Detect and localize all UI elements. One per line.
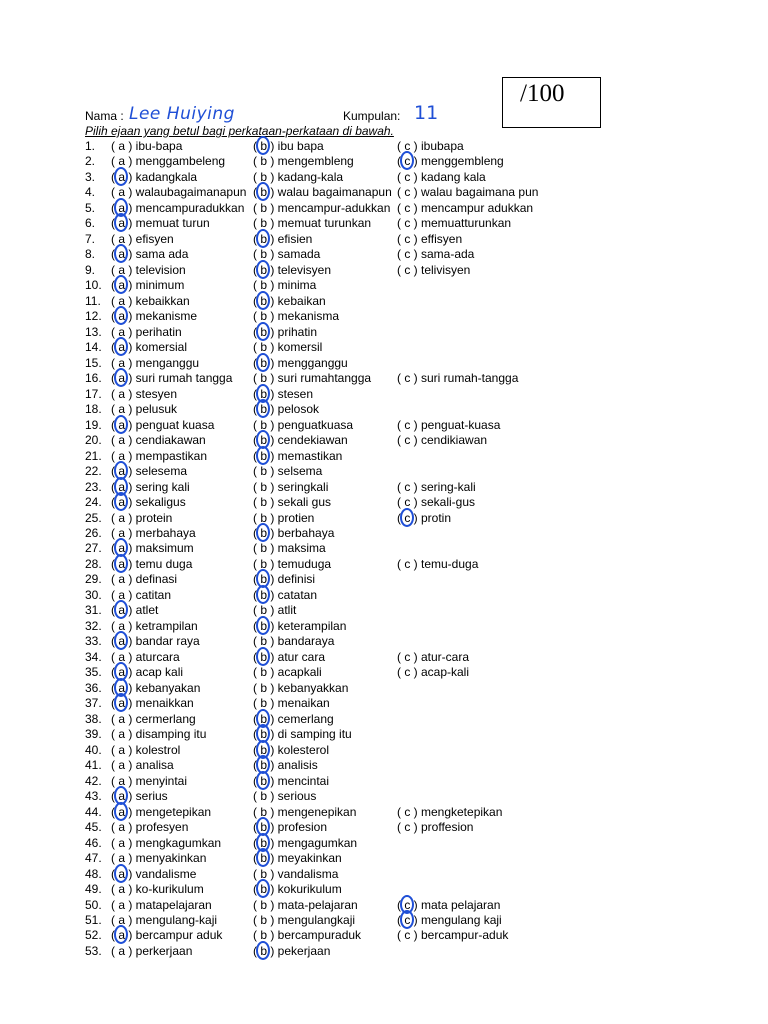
question-row (0, 712, 768, 727)
answer-circle-mark (400, 508, 414, 527)
option-c[interactable]: ( c ) penguat-kuasa (397, 417, 501, 432)
question-row (0, 619, 768, 634)
question-number: 53. (85, 943, 102, 958)
option-a[interactable]: ( a ) analisa (111, 758, 174, 773)
question-row (0, 820, 768, 835)
option-a[interactable]: ( a ) pelusuk (111, 402, 178, 417)
option-b[interactable]: ( b ) ibu bapa (253, 139, 324, 154)
option-a[interactable]: ( a ) menyakinkan (111, 851, 207, 866)
question-row (0, 805, 768, 820)
option-a[interactable]: ( a ) stesyen (111, 386, 178, 401)
question-number: 52. (85, 928, 102, 943)
question-number: 38. (85, 711, 102, 726)
option-b[interactable]: ( b ) menaikan (253, 696, 330, 711)
question-row (0, 634, 768, 649)
option-a[interactable]: ( a ) memuat turun (111, 216, 210, 231)
option-b[interactable]: ( b ) acapkali (253, 665, 322, 680)
answer-circle-mark (256, 709, 270, 728)
option-a[interactable]: ( a ) sekaligus (111, 495, 186, 510)
option-c[interactable]: ( c ) mencampur adukkan (397, 200, 534, 215)
option-a[interactable]: ( a ) television (111, 262, 186, 277)
question-number: 23. (85, 479, 102, 494)
option-b[interactable]: ( b ) selsema (253, 464, 323, 479)
question-row (0, 650, 768, 665)
option-b[interactable]: ( b ) komersil (253, 340, 323, 355)
option-c[interactable]: ( c ) protin (397, 511, 451, 526)
answer-circle-mark (256, 740, 270, 759)
question-number: 11. (85, 293, 101, 308)
option-b[interactable]: ( b ) pelosok (253, 402, 319, 417)
question-row (0, 743, 768, 758)
answer-circle-mark (114, 213, 128, 232)
option-c[interactable]: ( c ) cendikiawan (397, 433, 488, 448)
answer-circle-mark (256, 136, 270, 155)
option-a[interactable]: ( a ) menyintai (111, 773, 188, 788)
answer-circle-mark (256, 446, 270, 465)
option-a[interactable]: ( a ) perihatin (111, 324, 182, 339)
question-number: 25. (85, 510, 102, 525)
option-b[interactable]: ( b ) seringkali (253, 479, 329, 494)
option-a[interactable]: ( a ) sama ada (111, 247, 188, 262)
option-a[interactable]: ( a ) ketrampilan (111, 618, 198, 633)
answer-circle-mark (400, 910, 414, 929)
option-b[interactable]: ( b ) profesion (253, 820, 327, 835)
question-row (0, 758, 768, 773)
question-row (0, 588, 768, 603)
option-b[interactable]: ( b ) mencampur-adukkan (253, 200, 391, 215)
question-number: 36. (85, 680, 102, 695)
answer-circle-mark (114, 461, 128, 480)
answer-circle-mark (256, 260, 270, 279)
option-b[interactable]: ( b ) kebanyakkan (253, 680, 349, 695)
option-b[interactable]: ( b ) walau bagaimanapun (253, 185, 392, 200)
question-row (0, 898, 768, 913)
question-row (0, 170, 768, 185)
option-a[interactable]: ( a ) protein (111, 510, 173, 525)
option-a[interactable]: ( a ) catitan (111, 587, 172, 602)
option-b[interactable]: ( b ) serious (253, 789, 317, 804)
answer-circle-mark (400, 895, 414, 914)
answer-circle-mark (114, 538, 128, 557)
option-b[interactable]: ( b ) prihatin (253, 325, 317, 340)
answer-circle-mark (400, 151, 414, 170)
question-row (0, 154, 768, 169)
answer-circle-mark (256, 848, 270, 867)
question-number: 22. (85, 464, 102, 479)
question-number: 37. (85, 696, 102, 711)
question-number: 51. (85, 913, 102, 927)
option-b[interactable]: ( b ) minima (253, 278, 317, 293)
option-b[interactable]: ( b ) meyakinkan (253, 851, 342, 866)
question-row (0, 696, 768, 711)
option-a[interactable]: ( a ) kadangkala (111, 170, 197, 185)
option-b[interactable]: ( b ) definisi (253, 572, 315, 587)
option-a[interactable]: ( a ) bercampur aduk (111, 928, 222, 943)
question-row (0, 139, 768, 154)
question-number: 31. (85, 603, 102, 618)
option-a[interactable]: ( a ) temu duga (111, 557, 192, 572)
answer-circle-mark (256, 817, 270, 836)
option-c[interactable]: ( c ) sering-kali (397, 479, 476, 494)
question-row (0, 418, 768, 433)
option-a[interactable]: ( a ) selesema (111, 464, 187, 479)
option-c[interactable]: ( c ) memuatturunkan (397, 216, 512, 231)
option-b[interactable]: ( b ) kadang-kala (253, 169, 344, 184)
answer-circle-mark (114, 477, 128, 496)
option-b[interactable]: ( b ) stesen (253, 387, 313, 402)
answer-circle-mark (114, 368, 128, 387)
answer-circle-mark (256, 353, 270, 372)
question-number: 17. (85, 386, 102, 401)
question-row (0, 387, 768, 402)
answer-circle-mark (114, 864, 128, 883)
option-c[interactable]: ( c ) temu-duga (397, 556, 479, 571)
option-b[interactable]: ( b ) suri rumahtangga (253, 371, 372, 386)
question-number: 12. (85, 309, 102, 324)
option-a[interactable]: ( a ) mekanisme (111, 309, 197, 324)
option-c[interactable]: ( c ) mengulang kaji (397, 913, 502, 928)
answer-circle-mark (256, 724, 270, 743)
option-c[interactable]: ( c ) sama-ada (397, 247, 475, 262)
question-number: 2. (85, 154, 96, 169)
option-a[interactable]: ( a ) vandalisme (111, 867, 196, 882)
answer-circle-mark (256, 291, 270, 310)
option-c[interactable]: ( c ) acap-kali (397, 665, 470, 680)
option-a[interactable]: ( a ) ibu-bapa (111, 139, 183, 153)
question-row (0, 402, 768, 417)
answer-circle-mark (256, 182, 270, 201)
option-b[interactable]: ( b ) televisyen (253, 263, 331, 278)
question-row (0, 464, 768, 479)
option-c[interactable]: ( c ) ibubapa (397, 139, 464, 153)
option-c[interactable]: ( c ) atur-cara (397, 649, 470, 664)
question-row (0, 913, 768, 928)
option-a[interactable]: ( a ) definasi (111, 572, 178, 587)
question-row (0, 309, 768, 324)
option-a[interactable]: ( a ) komersial (111, 340, 187, 355)
question-row (0, 557, 768, 572)
question-row (0, 201, 768, 216)
answer-circle-mark (114, 167, 128, 186)
question-number: 39. (85, 727, 102, 742)
question-number: 46. (85, 835, 102, 850)
option-c[interactable]: ( c ) proffesion (397, 820, 474, 835)
question-number: 26. (85, 526, 102, 540)
answer-circle-mark (256, 755, 270, 774)
question-row (0, 836, 768, 851)
question-number: 1. (85, 139, 96, 153)
option-b[interactable]: ( b ) maksima (253, 541, 326, 556)
question-number: 42. (85, 773, 102, 788)
option-a[interactable]: ( a ) cermerlang (111, 711, 196, 726)
answer-circle-mark (256, 585, 270, 604)
option-c[interactable]: ( c ) kadang kala (397, 169, 486, 184)
question-number: 20. (85, 433, 102, 448)
question-number: 47. (85, 851, 102, 866)
question-number: 5. (85, 200, 96, 215)
question-row (0, 433, 768, 448)
question-number: 3. (85, 169, 96, 184)
answer-circle-mark (114, 786, 128, 805)
question-row (0, 665, 768, 680)
question-number: 16. (85, 371, 102, 386)
question-row (0, 480, 768, 495)
option-a[interactable]: ( a ) mengetepikan (111, 805, 211, 820)
option-b[interactable]: ( b ) kebaikan (253, 294, 326, 309)
question-row (0, 511, 768, 526)
question-row (0, 928, 768, 943)
option-a[interactable]: ( a ) maksimum (111, 541, 194, 556)
answer-circle-mark (256, 430, 270, 449)
option-b[interactable]: ( b ) samada (253, 247, 321, 262)
option-a[interactable]: ( a ) menggambeleng (111, 154, 226, 169)
answer-circle-mark (114, 244, 128, 263)
answer-circle-mark (114, 554, 128, 573)
option-b[interactable]: ( b ) mengagumkan (253, 836, 357, 851)
option-a[interactable]: ( a ) sering kali (111, 480, 190, 495)
option-a[interactable]: ( a ) bandar raya (111, 634, 200, 649)
option-b[interactable]: ( b ) berbahaya (253, 526, 334, 541)
question-number: 41. (85, 758, 102, 773)
option-b[interactable]: ( b ) cendekiawan (253, 433, 348, 448)
answer-circle-mark (256, 322, 270, 341)
question-row (0, 325, 768, 340)
question-row (0, 232, 768, 247)
question-number: 27. (85, 541, 102, 556)
question-number: 45. (85, 820, 102, 835)
kumpulan-label: Kumpulan: (343, 109, 401, 123)
option-a[interactable]: ( a ) ko-kurikulum (111, 882, 204, 897)
question-number: 7. (85, 231, 96, 246)
option-b[interactable]: ( b ) mengembleng (253, 154, 354, 169)
answer-circle-mark (256, 384, 270, 403)
answer-circle-mark (256, 569, 270, 588)
question-row (0, 681, 768, 696)
option-a[interactable]: ( a ) mengulang-kaji (111, 913, 218, 927)
question-row (0, 340, 768, 355)
nama-handwritten-value: Lee Huiying (129, 104, 235, 124)
question-number: 32. (85, 618, 102, 633)
question-row (0, 572, 768, 587)
question-row (0, 541, 768, 556)
option-a[interactable]: ( a ) cendiakawan (111, 433, 206, 448)
question-number: 21. (85, 448, 102, 463)
option-a[interactable]: ( a ) merbahaya (111, 526, 196, 540)
question-number: 50. (85, 897, 102, 912)
question-row (0, 216, 768, 231)
option-c[interactable]: ( c ) sekali-gus (397, 495, 476, 510)
option-c[interactable]: ( c ) walau bagaimana pun (397, 185, 539, 200)
answer-circle-mark (256, 523, 270, 542)
option-b[interactable]: ( b ) bercampuraduk (253, 928, 362, 943)
question-row (0, 371, 768, 386)
option-a[interactable]: ( a ) mencampuradukkan (111, 201, 244, 216)
question-number: 14. (85, 340, 102, 355)
kumpulan-handwritten-value: 11 (414, 102, 439, 124)
question-number: 33. (85, 634, 102, 649)
question-number: 15. (85, 355, 102, 370)
option-b[interactable]: ( b ) pekerjaan (253, 944, 330, 959)
option-a[interactable]: ( a ) matapelajaran (111, 897, 212, 912)
question-number: 24. (85, 495, 102, 510)
option-c[interactable]: ( c ) bercampur-aduk (397, 928, 509, 943)
question-row (0, 867, 768, 882)
option-b[interactable]: ( b ) atur cara (253, 650, 325, 665)
question-row (0, 278, 768, 293)
question-number: 4. (85, 185, 96, 200)
option-c[interactable]: ( c ) effisyen (397, 231, 463, 246)
question-number: 40. (85, 742, 102, 757)
option-b[interactable]: ( b ) memastikan (253, 449, 342, 464)
question-row (0, 774, 768, 789)
answer-circle-mark (256, 229, 270, 248)
option-a[interactable]: ( a ) suri rumah tangga (111, 371, 232, 386)
question-row (0, 263, 768, 278)
option-b[interactable]: ( b ) efisien (253, 232, 312, 247)
answer-circle-mark (114, 198, 128, 217)
answer-circle-mark (114, 678, 128, 697)
answer-circle-mark (256, 879, 270, 898)
question-number: 13. (85, 324, 102, 339)
question-number: 10. (85, 278, 102, 293)
option-a[interactable]: ( a ) kebaikkan (111, 293, 190, 308)
answer-circle-mark (114, 631, 128, 650)
option-b[interactable]: ( b ) bandaraya (253, 634, 335, 649)
question-number: 43. (85, 789, 102, 804)
question-row (0, 882, 768, 897)
option-c[interactable]: ( c ) mata pelajaran (397, 898, 500, 913)
answer-circle-mark (114, 693, 128, 712)
question-row (0, 449, 768, 464)
option-a[interactable]: ( a ) aturcara (111, 649, 180, 664)
option-a[interactable]: ( a ) efisyen (111, 231, 174, 246)
option-a[interactable]: ( a ) profesyen (111, 820, 189, 835)
option-a[interactable]: ( a ) perkerjaan (111, 943, 193, 958)
question-row (0, 603, 768, 618)
option-a[interactable]: ( a ) penguat kuasa (111, 418, 214, 433)
answer-circle-mark (256, 399, 270, 418)
answer-circle-mark (256, 833, 270, 852)
option-c[interactable]: ( c ) menggembleng (397, 154, 504, 169)
option-b[interactable]: ( b ) catatan (253, 588, 317, 603)
answer-circle-mark (114, 337, 128, 356)
option-a[interactable]: ( a ) disamping itu (111, 727, 207, 742)
option-c[interactable]: ( c ) suri rumah-tangga (397, 371, 519, 386)
question-number: 18. (85, 402, 102, 417)
question-number: 34. (85, 649, 102, 664)
option-a[interactable]: ( a ) walaubagaimanapun (111, 185, 247, 200)
question-number: 28. (85, 556, 102, 571)
option-b[interactable]: ( b ) vandalisma (253, 866, 339, 881)
question-row (0, 851, 768, 866)
option-b[interactable]: ( b ) memuat turunkan (253, 216, 372, 231)
option-b[interactable]: ( b ) protien (253, 510, 315, 525)
answer-circle-mark (256, 647, 270, 666)
answer-circle-mark (256, 771, 270, 790)
option-b[interactable]: ( b ) temuduga (253, 556, 332, 571)
option-b[interactable]: ( b ) mekanisma (253, 309, 340, 324)
answer-circle-mark (256, 941, 270, 960)
option-b[interactable]: ( b ) mengenepikan (253, 804, 357, 819)
option-b[interactable]: ( b ) penguatkuasa (253, 417, 354, 432)
answer-circle-mark (114, 925, 128, 944)
answer-circle-mark (114, 492, 128, 511)
question-row (0, 526, 768, 541)
question-number: 29. (85, 572, 102, 587)
option-b[interactable]: ( b ) di samping itu (253, 727, 352, 742)
option-b[interactable]: ( b ) sekali gus (253, 495, 332, 510)
option-b[interactable]: ( b ) atlit (253, 603, 297, 618)
answer-circle-mark (114, 600, 128, 619)
option-c[interactable]: ( c ) mengketepikan (397, 804, 503, 819)
question-row (0, 789, 768, 804)
option-b[interactable]: ( b ) kokurikulum (253, 882, 342, 897)
score-total: /100 (520, 80, 565, 107)
answer-circle-mark (114, 306, 128, 325)
option-a[interactable]: ( a ) minimum (111, 278, 184, 293)
option-a[interactable]: ( a ) mempastikan (111, 448, 208, 463)
option-b[interactable]: ( b ) keterampilan (253, 619, 346, 634)
question-number: 30. (85, 587, 102, 602)
question-number: 35. (85, 665, 102, 680)
answer-circle-mark (256, 616, 270, 635)
option-a[interactable]: ( a ) kebanyakan (111, 681, 200, 696)
question-number: 48. (85, 866, 102, 881)
option-b[interactable]: ( b ) mencintai (253, 774, 329, 789)
question-row (0, 495, 768, 510)
answer-circle-mark (114, 802, 128, 821)
question-number: 44. (85, 804, 102, 819)
option-a[interactable]: ( a ) atlet (111, 603, 158, 618)
option-a[interactable]: ( a ) menaikkan (111, 696, 194, 711)
question-row (0, 294, 768, 309)
answer-circle-mark (114, 415, 128, 434)
question-number: 19. (85, 417, 102, 432)
question-number: 9. (85, 262, 96, 277)
option-a[interactable]: ( a ) serius (111, 789, 168, 804)
instruction-text: Pilih ejaan yang betul bagi perkataan-perkataan di bawah. (85, 124, 394, 138)
question-row (0, 356, 768, 371)
option-a[interactable]: ( a ) kolestrol (111, 742, 181, 757)
answer-circle-mark (114, 662, 128, 681)
question-number: 6. (85, 216, 96, 231)
option-b[interactable]: ( b ) mengulangkaji (253, 913, 356, 927)
option-b[interactable]: ( b ) analisis (253, 758, 318, 773)
question-row (0, 247, 768, 262)
question-number: 49. (85, 882, 102, 897)
option-b[interactable]: ( b ) mata-pelajaran (253, 897, 358, 912)
option-a[interactable]: ( a ) acap kali (111, 665, 183, 680)
question-row (0, 185, 768, 200)
option-a[interactable]: ( a ) mengkagumkan (111, 835, 222, 850)
option-b[interactable]: ( b ) mengganggu (253, 356, 348, 371)
nama-label: Nama : (85, 109, 124, 123)
question-row (0, 944, 768, 959)
option-b[interactable]: ( b ) kolesterol (253, 743, 329, 758)
answer-circle-mark (114, 275, 128, 294)
option-a[interactable]: ( a ) menganggu (111, 355, 200, 370)
option-c[interactable]: ( c ) telivisyen (397, 262, 471, 277)
question-number: 8. (85, 247, 96, 262)
question-row (0, 727, 768, 742)
option-b[interactable]: ( b ) cemerlang (253, 712, 334, 727)
